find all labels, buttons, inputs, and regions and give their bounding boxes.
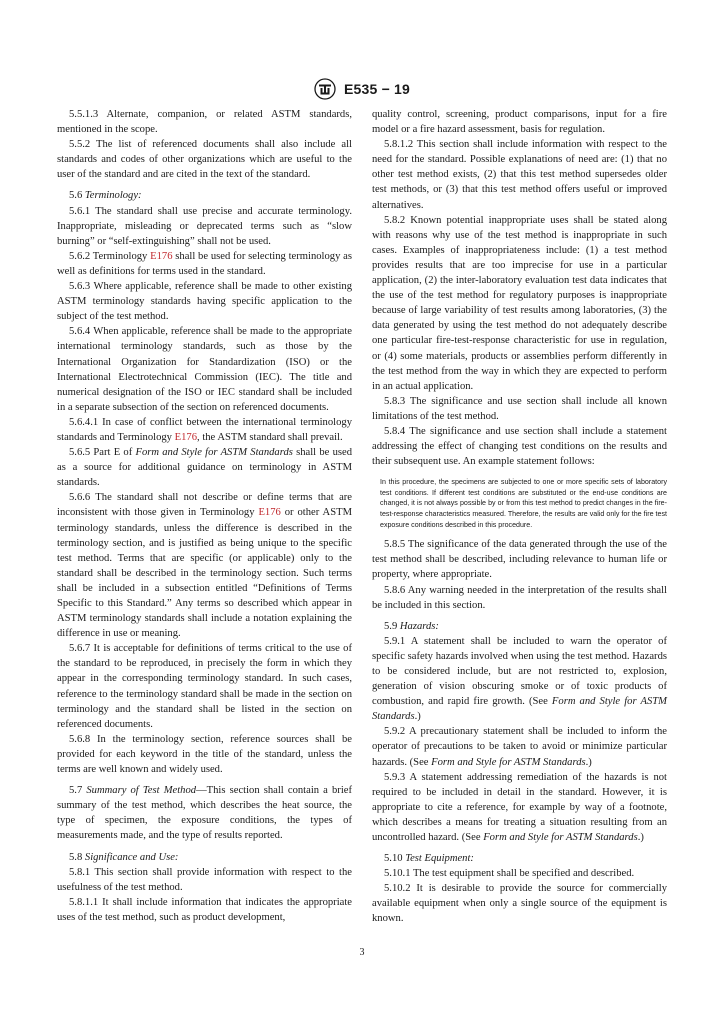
section-heading: 5.7 Summary of Test Method—This section shall contain a brief summary of the test method, which describes the heat source, the type of specimen, the exposure conditions, the types of measurements made, and the type of results reported. — [57, 785, 353, 842]
paragraph: 5.8.1 This section shall provide information with respect to the usefulness of the test method. — [57, 866, 352, 893]
paragraph: 5.8.4 The significance and use section shall include a statement addressing the effect of changing test conditions on the results and their subsequent use. An example statement follows: — [372, 425, 667, 468]
section-heading: 5.10 Test Equipment: — [384, 853, 474, 865]
paragraph: 5.6.2 Terminology E176 shall be used for selecting terminology as well as definitions for terms used in the standard. — [57, 250, 352, 277]
paragraph: 5.6.3 Where applicable, reference shall be made to other existing ASTM terminology standards having specific application to the subject of the test method. — [57, 281, 352, 323]
paragraph: 5.6.1 The standard shall use precise and accurate terminology. Inappropriate, misleading or deprecated terms such as “slow burning” or “self-extinguishing” shall not be used. — [57, 205, 352, 247]
paragraph: 5.5.2 The list of referenced documents shall also include all standards and codes of other organizations which are useful to the user of the standard and are cited in the text of the standard. — [57, 139, 352, 181]
paragraph: 5.6.8 In the terminology section, reference sources shall be provided for each keyword in the title of the standard, unless the terms are well known and widely used. — [57, 733, 352, 776]
reference-link-e176[interactable]: E176 — [174, 431, 198, 443]
paragraph: 5.6.7 It is acceptable for definitions of terms critical to the use of the standard to be reproduced, in precisely the form in which they appear in the corresponding terminology standard. In such cases, reference to the terminology standard shall be made in the section on terminology and the standard shall be listed in the section on referenced documents. — [57, 643, 352, 730]
paragraph: 5.8.3 The significance and use section shall include all known limitations of the test method. — [372, 395, 667, 422]
paragraph: 5.10.1 The test equipment shall be specified and described. — [384, 868, 635, 880]
paragraph: 5.8.5 The significance of the data generated through the use of the test method shall be described, including relevance to human life or property, where appropriate. — [372, 539, 667, 581]
paragraph: quality control, screening, product comparisons, input for a fire model or a fire hazard assessment, basis for regulation. — [372, 109, 667, 136]
paragraph: 5.6.5 Part E of Form and Style for ASTM Standards shall be used as a source for additional guidance on terminology in ASTM standards. — [57, 447, 352, 489]
astm-logo-icon — [314, 78, 336, 100]
page-number: 3 — [359, 947, 365, 958]
paragraph: 5.8.6 Any warning needed in the interpretation of the results shall be included in this section. — [372, 584, 667, 611]
section-heading: 5.9 Hazards: — [384, 620, 439, 632]
paragraph: 5.8.2 Known potential inappropriate uses shall be stated along with reasons why use of the test method is inappropriate in such cases. Examples of inappropriateness include: (1) a test method provides results that are too imprecise for use in a particular application, (2) the inter-laboratory evaluation test data indicates that the use of the test method for regulatory purposes is inappropriate because of large variability of test results among laboratories, (3) the data generated by using the test method do not adequately describe one particular fire-test-response characteristic for use in regulation, or (4) some materials, products or assemblies perform differently in the test method from the way in which they are expected to perform in an actual application. — [372, 214, 667, 392]
paragraph: 5.9.2 A precautionary statement shall be included to inform the operator of precautions to be taken to avoid or minimize particular hazards. (See Form and Style for ASTM Standards.) — [372, 726, 667, 768]
right-column — [372, 107, 667, 927]
paragraph: 5.6.6 The standard shall not describe or define terms that are inconsistent with those given in Terminology E176 or other ASTM terminology standards, unless the difference is described in the terminology section, and is justified as being unique to the specific test method. Terms that are specific (or applicable) only to the standard shall be described in the terminology section. Such terms shall be included in a subsection entitled “Definitions of Terms Specific to this Standard.” Any terms so described which appear in ASTM terminology standards shall include a notation explaining the difference in use or meaning. — [57, 492, 352, 640]
section-heading: 5.6 Terminology: — [69, 190, 142, 202]
paragraph: 5.6.4.1 In case of conflict between the international terminology standards and Terminology E176, the ASTM standard shall prevail. — [57, 416, 352, 443]
paragraph: 5.6.4 When applicable, reference shall be made to the appropriate international terminology standards, such as those by the International Organization for Standardization (ISO) or the International Electrotechnical Commission (IEC). The title and numerical designation of the ISO or IEC standard shall be included in a separate subsection of the section on referenced documents. — [57, 326, 352, 413]
left-column — [57, 107, 352, 925]
page-header — [0, 78, 724, 100]
standard-designation: E535 − 19 — [343, 81, 411, 97]
paragraph: 5.9.3 A statement addressing remediation of the hazards is not required to be included in detail in the standard. However, it is appropriate to cite a reference, for example by way of a footnote, which describes a means for treating a situation resulting from an uncontrolled hazard. (See Form and Style for ASTM Standards.) — [372, 771, 667, 843]
example-statement: In this procedure, the specimens are subjected to one or more specific sets of laboratory test conditions. If different test conditions are substituted or the end-use conditions are changed, it is not always possible by or from this test method to predict changes in the fire-test-response characteristics measured. Therefore, the results are valid only for the fire test exposure conditions described in this procedure. — [380, 478, 667, 529]
paragraph: 5.10.2 It is desirable to provide the source for commercially available equipment when only a single source of the equipment is known. — [372, 883, 667, 925]
reference-link-e176[interactable]: E176 — [150, 250, 173, 262]
reference-link-e176[interactable]: E176 — [258, 507, 281, 519]
paragraph: 5.8.1.2 This section shall include information with respect to the need for the standard. Possible explanations of need are: (1) that no other test method exists, (2) that this test method supersedes older test methods, or (3) that this test method offers useful or improved alternatives. — [372, 139, 667, 211]
section-heading: 5.8 Significance and Use: — [69, 851, 179, 863]
paragraph: 5.9.1 A statement shall be included to warn the operator of specific safety hazards involved when using the test method. Hazards to be considered include, but are not restricted to, explosion, generation of vision obscuring smoke or of toxic products of combustion, and rapid fire growth. (See Form and Style for ASTM Standards.) — [372, 635, 667, 723]
paragraph: 5.8.1.1 It shall include information that indicates the appropriate uses of the test method, such as product development, — [57, 896, 352, 923]
paragraph: 5.5.1.3 Alternate, companion, or related ASTM standards, mentioned in the scope. — [57, 109, 352, 136]
